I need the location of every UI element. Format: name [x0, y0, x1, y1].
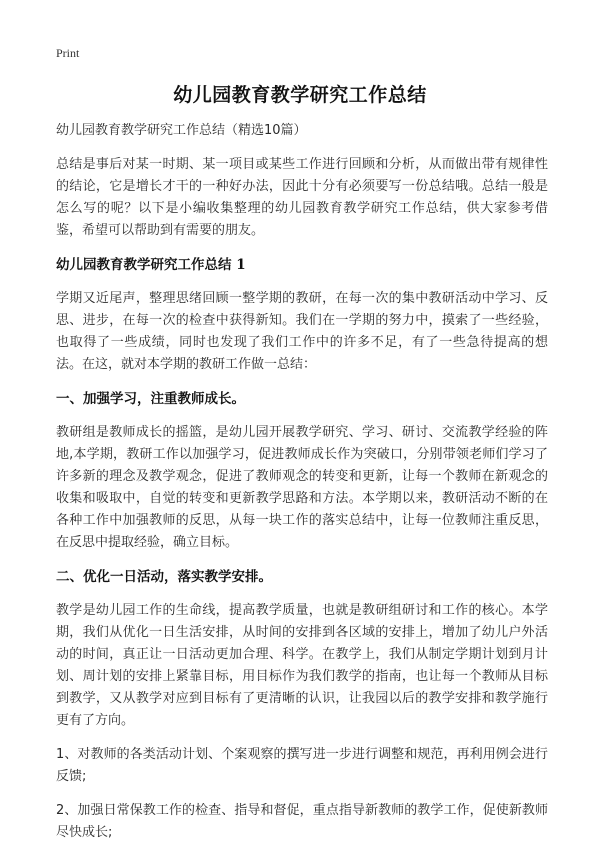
- list-item-2: 2、加强日常保教工作的检查、指导和督促，重点指导新教师的教学工作，促使新教师尽快成长;: [56, 803, 548, 840]
- section2-paragraph: 教学是幼儿园工作的生命线，提高教学质量，也就是教研组研讨和工作的核心。本学期，我们从优化一日生活安排，从时间的安排到各区域的安排上，增加了幼儿户外活动的时间，真正让一日活动更加合理、科学。在教学上，我们从制定学期计划到月计划、周计划的安排上紧靠目标，用目标作为我们教学的指南，也让每一个教师从目标到教学，又从教学对应到目标有了更清晰的认识，让我园以后的教学安排和教学施行更有了方向。: [56, 603, 548, 728]
- section1-paragraph: 教研组是教师成长的摇篮，是幼儿园开展教学研究、学习、研讨、交流教学经验的阵地,本学期，教研工作以加强学习，促进教师成长作为突破口，分别带领老师们学习了许多新的理念及教学观念，促进了教师观念的转变和更新，让每一个教师在新观念的收集和吸取中，自觉的转变和更新教学思路和方法。本学期以来，教研活动不断的在各种工作中加强教师的反思，从每一块工作的落实总结中，让每一位教师注重反思，在反思中提取经验，确立目标。: [56, 425, 548, 550]
- list-item-1: 1、对教师的各类活动计划、个案观察的撰写进一步进行调整和规范，再利用例会进行反馈;: [56, 747, 548, 784]
- document-body: [56, 120, 548, 856]
- section1-heading: 一、加强学习，注重教师成长。: [56, 391, 245, 407]
- article-heading: 幼儿园教育教学研究工作总结 1: [56, 257, 246, 273]
- print-label: Print: [56, 46, 80, 60]
- document-subtitle: 幼儿园教育教学研究工作总结（精选10篇）: [56, 123, 307, 138]
- intro-paragraph: 总结是事后对某一时期、某一项目或某些工作进行回顾和分析，从而做出带有规律性的结论，它是增长才干的一种好办法，因此十分有必须要写一份总结哦。总结一般是怎么写的呢？以下是小编收集整理的幼儿园教育教学研究工作总结，供大家参考借鉴，希望可以帮助到有需要的朋友。: [56, 157, 548, 238]
- document-title: 幼儿园教育教学研究工作总结: [173, 84, 427, 106]
- section2-heading: 二、优化一日活动，落实教学安排。: [56, 569, 272, 585]
- article-intro-paragraph: 学期又近尾声，整理思绪回顾一整学期的教研，在每一次的集中教研活动中学习、反思、进步，在每一次的检查中获得新知。我们在一学期的努力中，摸索了一些经验，也取得了一些成绩，同时也发现了我们工作中的许多不足，有了一些急待提高的想法。在这，就对本学期的教研工作做一总结：: [56, 291, 548, 372]
